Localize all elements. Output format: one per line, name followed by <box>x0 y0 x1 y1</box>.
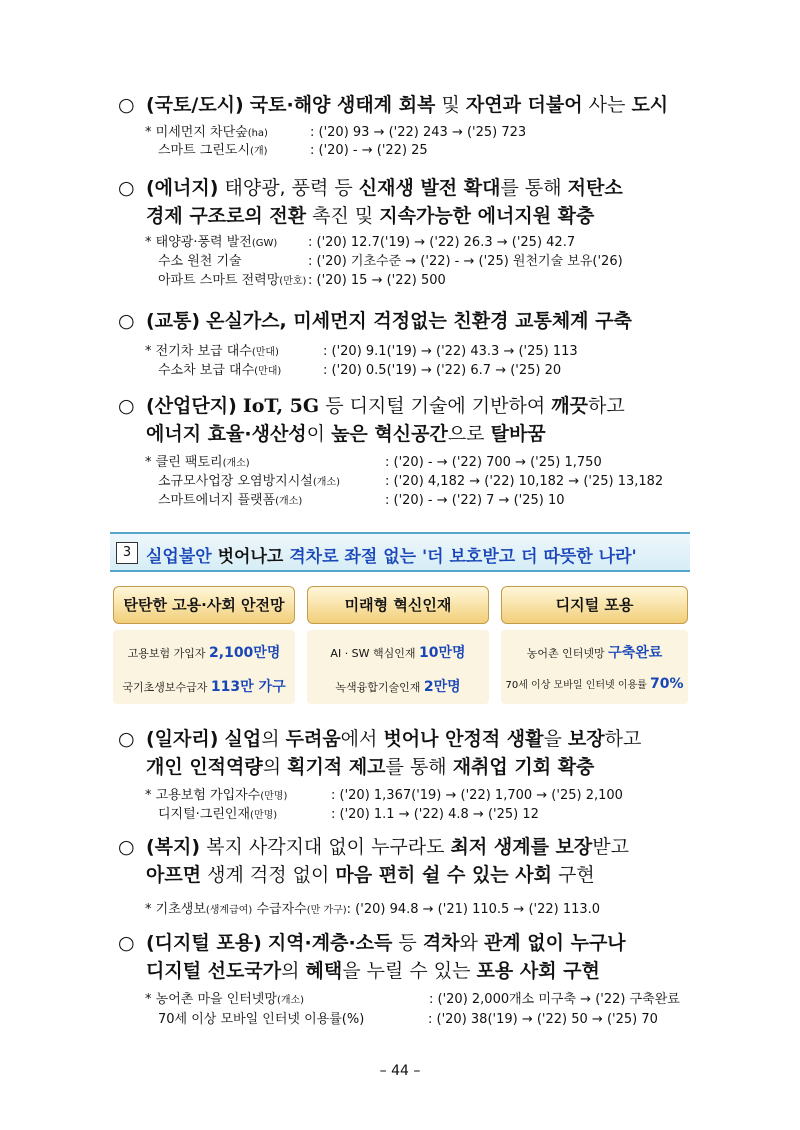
sub-values: : ('20) 4,182 → ('22) 10,182 → ('25) 13,182 <box>385 474 664 489</box>
energy-line2a: 경제 구조로의 전환 <box>146 205 307 227</box>
energy-text3: 를 통해 <box>500 177 562 199</box>
sub-unit: (만명) <box>260 791 288 802</box>
digital-line2 <box>146 958 600 984</box>
transport-sub1 <box>145 343 578 361</box>
welfare-line2c: 마음 편히 쉴 수 있는 사회 <box>335 864 552 886</box>
urban-text2: 및 <box>441 94 460 116</box>
urban-text1: 국토·해양 생태계 회복 <box>249 94 436 116</box>
section-number: 3 <box>116 542 138 564</box>
welfare-line2d: 구현 <box>558 864 595 886</box>
sub-unit: (생계급여) <box>205 905 253 916</box>
digital-line2c: 혜택 <box>305 960 343 982</box>
circle-bullet-icon: ○ <box>118 728 135 750</box>
card-line <box>501 642 688 662</box>
jobs-text5: 벗어나 안정적 생활 <box>383 728 544 750</box>
sub-values: : ('20) 2,000개소 미구축 → ('22) 구축완료 <box>429 992 680 1007</box>
energy-text1: 태양광, 풍력 등 <box>224 177 353 199</box>
card-line-value: 10만명 <box>419 645 466 661</box>
urban-text4: 사는 <box>588 94 626 116</box>
sub-label: 아파트 스마트 전력망 <box>158 273 280 288</box>
sub-label: 수소차 보급 대수 <box>158 363 255 378</box>
sub-unit: (개소) <box>276 995 305 1006</box>
sub-values: : ('20) - → ('22) 700 → ('25) 1,750 <box>385 455 602 470</box>
jobs-text4: 에서 <box>340 728 378 750</box>
sub-unit: (개소) <box>222 458 250 469</box>
jobs-bullet <box>118 726 641 752</box>
industry-sub2 <box>158 473 664 491</box>
jobs-text6: 을 <box>543 728 562 750</box>
section-title <box>146 542 637 567</box>
sub-unit: (ha) <box>247 128 268 139</box>
circle-bullet-icon: ○ <box>118 836 135 858</box>
welfare-label: (복지) <box>146 836 201 858</box>
industry-line2 <box>146 421 546 447</box>
urban-sub1 <box>145 124 527 142</box>
welfare-line2a: 아프면 <box>146 864 202 886</box>
sub-unit: (만명) <box>250 810 278 821</box>
card-line-text: 70세 이상 모바일 인터넷 이용률 <box>505 680 647 691</box>
sub-values: : ('20) 9.1('19) → ('22) 43.3 → ('25) 113 <box>323 344 578 359</box>
jobs-line2d: 를 통해 <box>385 756 447 778</box>
sub-label: 농어촌 마을 인터넷망 <box>155 992 277 1007</box>
sub-unit: (만호) <box>279 276 307 287</box>
card-line-value: 113만 가구 <box>210 679 286 695</box>
urban-sub2 <box>158 142 428 160</box>
urban-text3: 자연과 더불어 <box>465 94 583 116</box>
card-title-safety-net: 탄탄한 고용·사회 안전망 <box>113 586 295 624</box>
industry-text2: 등 디지털 기술에 기반하여 <box>325 395 546 417</box>
urban-bullet <box>118 92 668 118</box>
transport-sub2 <box>158 362 562 380</box>
sub-unit: (개소) <box>275 496 303 507</box>
sub-label: 클린 팩토리 <box>155 455 223 470</box>
transport-bullet <box>118 308 632 334</box>
sub-values: : ('20) - → ('22) 25 <box>310 143 428 158</box>
card-title-digital: 디지털 포용 <box>501 586 688 624</box>
industry-text3: 깨끗 <box>551 395 588 417</box>
asterisk-icon: * <box>145 125 152 140</box>
card-line-text: 고용보험 가입자 <box>127 647 206 660</box>
energy-line2 <box>146 203 594 229</box>
digital-text5: 관계 없이 누구나 <box>483 932 626 954</box>
welfare-line2b: 생계 걱정 없이 <box>207 864 330 886</box>
welfare-bullet <box>118 834 629 860</box>
energy-bullet <box>118 175 623 201</box>
sub-label: 전기차 보급 대수 <box>155 344 252 359</box>
sub-values: : ('20) 15 → ('22) 500 <box>308 273 446 288</box>
card-line-text: 녹색융합기술인재 <box>335 681 421 694</box>
circle-bullet-icon: ○ <box>118 177 135 199</box>
sub-values: : ('20) - → ('22) 7 → ('25) 10 <box>385 493 565 508</box>
sub-values: : ('20) 94.8 → ('21) 110.5 → ('22) 113.0 <box>346 902 601 917</box>
section-header <box>110 532 690 572</box>
section-title-a: 실업불안 <box>146 547 212 567</box>
jobs-text8: 하고 <box>604 728 642 750</box>
sub-label: 미세먼지 차단숲 <box>155 125 248 140</box>
sub-unit: (GW) <box>251 238 278 249</box>
digital-line2e: 포용 사회 구현 <box>476 960 600 982</box>
card-body-talent <box>307 630 489 704</box>
sub-label: 디지털·그린인재 <box>158 807 251 822</box>
card-line-value: 70% <box>650 676 684 692</box>
card-body-digital <box>501 630 688 704</box>
welfare-text1: 복지 사각지대 없이 누구라도 <box>206 836 445 858</box>
jobs-text7: 보장 <box>567 728 605 750</box>
energy-text4: 저탄소 <box>567 177 623 199</box>
sub-label: 스마트에너지 플랫폼 <box>158 493 276 508</box>
urban-text5: 도시 <box>631 94 669 116</box>
digital-line2a: 디지털 선도국가 <box>146 960 282 982</box>
energy-line2b: 촉진 및 <box>312 205 374 227</box>
industry-label: (산업단지) <box>146 395 237 417</box>
industry-sub3 <box>158 492 565 510</box>
jobs-sub1 <box>145 787 623 805</box>
section-title-c: 격차로 좌절 없는 <box>289 547 417 567</box>
welfare-text3: 받고 <box>592 836 629 858</box>
card-line-text: 농어촌 인터넷망 <box>526 647 605 660</box>
sub-label: 수급자수 <box>256 902 307 917</box>
jobs-text3: 두려움 <box>285 728 341 750</box>
welfare-sub1 <box>145 901 600 919</box>
industry-line2d: 으로 <box>447 423 485 445</box>
asterisk-icon: * <box>145 788 152 803</box>
card-line-value: 2만명 <box>423 679 461 695</box>
sub-values: : ('20) 38('19) → ('22) 50 → ('25) 70 <box>428 1012 658 1027</box>
digital-sub1 <box>145 991 680 1009</box>
welfare-text2: 최저 생계를 보장 <box>450 836 593 858</box>
industry-line2b: 이 <box>306 423 326 445</box>
transport-label: (교통) <box>146 310 201 332</box>
sub-label: 태양광·풍력 발전 <box>155 235 252 250</box>
sub-unit: (만대) <box>254 366 282 377</box>
section-title-d: '더 보호받고 더 따뜻한 나라' <box>421 547 637 567</box>
sub-values: : ('20) 0.5('19) → ('22) 6.7 → ('25) 20 <box>323 363 562 378</box>
industry-line2a: 에너지 효율·생산성 <box>146 423 307 445</box>
sub-unit: (만대) <box>251 347 279 358</box>
sub-label: 기초생보 <box>155 902 206 917</box>
asterisk-icon: * <box>145 344 152 359</box>
card-line-text: 국기초생보수급자 <box>122 681 208 694</box>
card-line <box>307 642 489 662</box>
card-line-text: AI · SW 핵심인재 <box>330 647 416 660</box>
asterisk-icon: * <box>145 902 152 917</box>
card-line <box>113 642 295 662</box>
transport-text1: 온실가스, 미세먼지 걱정없는 친환경 교통체계 구축 <box>206 310 632 332</box>
sub-label: 고용보험 가입자수 <box>155 788 261 803</box>
sub-values: : ('20) 기초수준 → ('22) - → ('25) 원천기술 보유('26) <box>308 254 623 269</box>
energy-sub3 <box>158 272 446 290</box>
industry-sub1 <box>145 454 602 472</box>
card-line <box>501 676 688 692</box>
card-line-value: 2,100만명 <box>209 645 281 661</box>
digital-label: (디지털 포용) <box>146 932 262 954</box>
sub-values: : ('20) 1,367('19) → ('22) 1,700 → ('25) 2,100 <box>331 788 623 803</box>
card-title-talent: 미래형 혁신인재 <box>307 586 489 624</box>
urban-label: (국토/도시) <box>146 94 244 116</box>
energy-line2c: 지속가능한 에너지원 확충 <box>379 205 595 227</box>
page-number: – 44 – <box>379 1063 421 1079</box>
sub-label: 70세 이상 모바일 인터넷 이용률(%) <box>158 1012 365 1027</box>
energy-sub1 <box>145 234 576 252</box>
circle-bullet-icon: ○ <box>118 94 135 116</box>
energy-label: (에너지) <box>146 177 219 199</box>
digital-text3: 격차 <box>422 932 460 954</box>
jobs-sub2 <box>158 806 539 824</box>
industry-text1: IoT, 5G <box>242 395 320 417</box>
asterisk-icon: * <box>145 992 152 1007</box>
digital-line2d: 을 누릴 수 있는 <box>342 960 471 982</box>
sub-label: 스마트 그린도시 <box>158 143 251 158</box>
sub-unit: (개소) <box>312 477 340 488</box>
circle-bullet-icon: ○ <box>118 932 135 954</box>
jobs-text2: 의 <box>261 728 280 750</box>
jobs-text1: 실업 <box>224 728 262 750</box>
sub-label: 수소 원천 기술 <box>158 254 242 269</box>
circle-bullet-icon: ○ <box>118 310 135 332</box>
digital-line2b: 의 <box>281 960 300 982</box>
industry-text4: 하고 <box>587 395 625 417</box>
digital-text1: 지역·계층·소득 <box>267 932 393 954</box>
sub-values: : ('20) 1.1 → ('22) 4.8 → ('25) 12 <box>331 807 539 822</box>
sub-label: 소규모사업장 오염방지시설 <box>158 474 313 489</box>
card-line <box>307 676 489 696</box>
jobs-line2 <box>146 754 594 780</box>
card-body-safety-net <box>113 630 295 704</box>
digital-text4: 와 <box>459 932 478 954</box>
card-line-value: 구축완료 <box>608 645 663 661</box>
jobs-line2e: 재취업 기회 확충 <box>452 756 595 778</box>
energy-text2: 신재생 발전 확대 <box>358 177 501 199</box>
energy-sub2 <box>158 253 623 270</box>
digital-sub2 <box>158 1011 658 1028</box>
jobs-line2a: 개인 인적역량 <box>146 756 263 778</box>
digital-text2: 등 <box>398 932 417 954</box>
industry-line2c: 높은 혁신공간 <box>331 423 448 445</box>
card-line <box>113 676 295 696</box>
sub-values: : ('20) 12.7('19) → ('22) 26.3 → ('25) 42.7 <box>308 235 576 250</box>
section-title-b: 벗어나고 <box>217 547 284 567</box>
asterisk-icon: * <box>145 235 152 250</box>
industry-bullet <box>118 393 625 419</box>
welfare-line2 <box>146 862 595 888</box>
industry-line2e: 탈바꿈 <box>490 423 546 445</box>
circle-bullet-icon: ○ <box>118 395 135 417</box>
jobs-line2b: 의 <box>262 756 282 778</box>
sub-values: : ('20) 93 → ('22) 243 → ('25) 723 <box>310 125 527 140</box>
jobs-line2c: 획기적 제고 <box>287 756 386 778</box>
jobs-label: (일자리) <box>146 728 219 750</box>
sub-unit: (만 가구) <box>306 905 347 916</box>
digital-bullet <box>118 930 626 956</box>
asterisk-icon: * <box>145 455 152 470</box>
sub-unit: (개) <box>250 146 268 157</box>
